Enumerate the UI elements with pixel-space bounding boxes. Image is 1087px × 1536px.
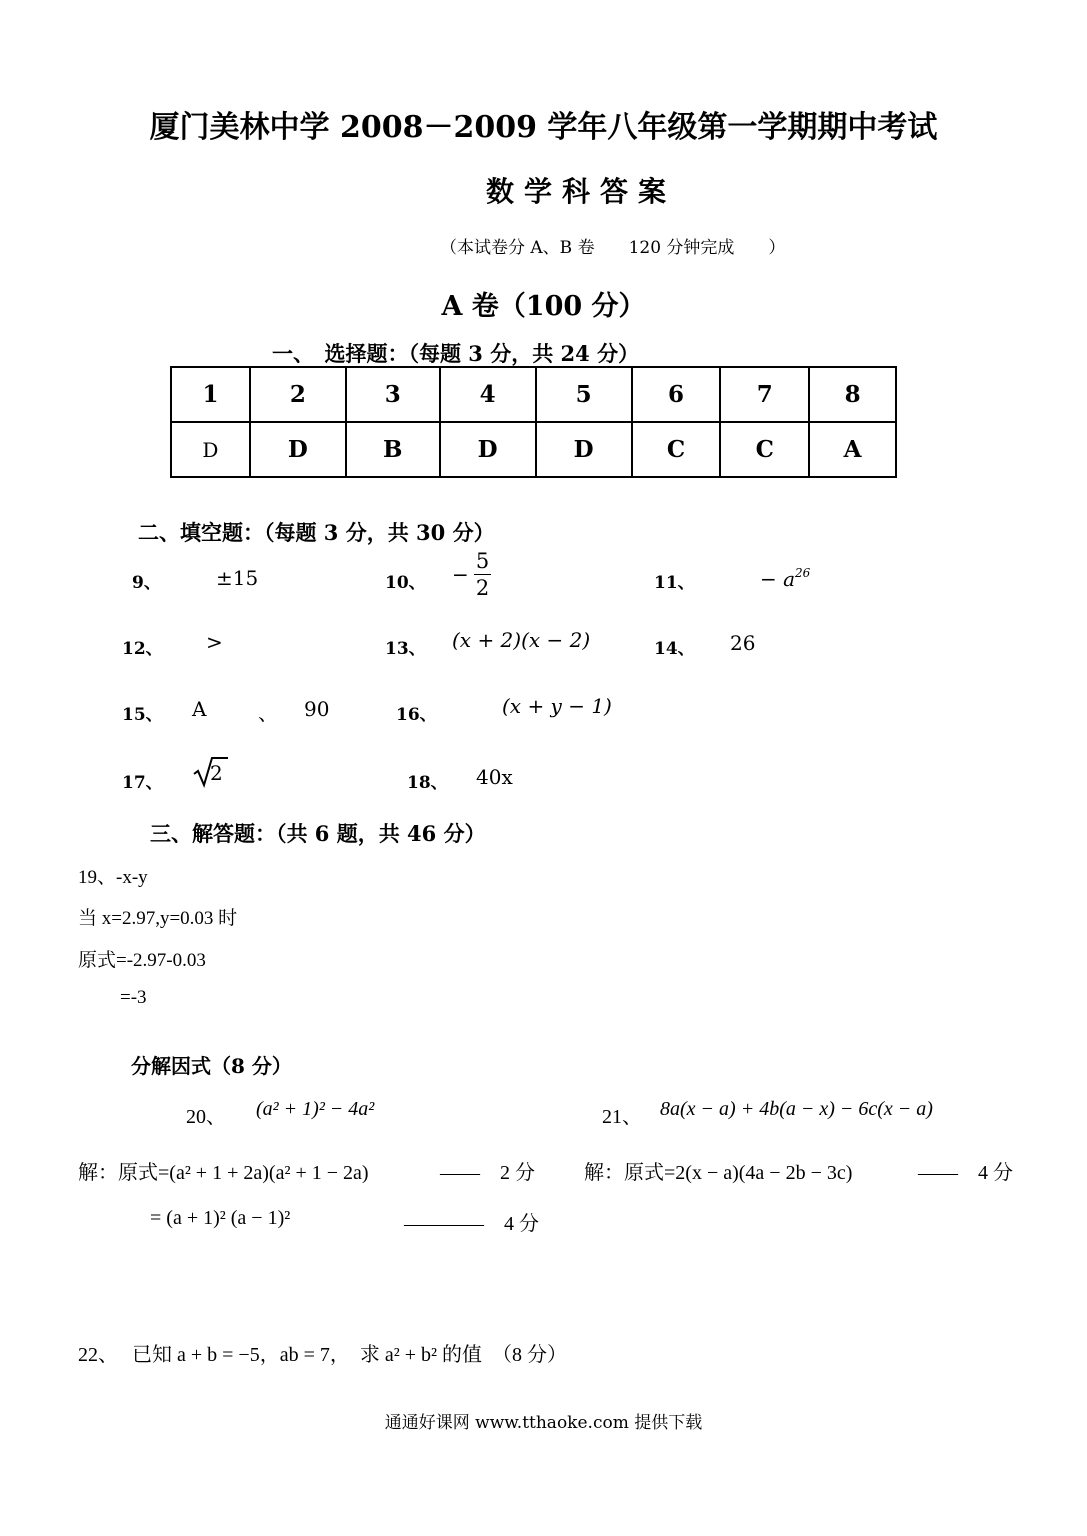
- q10-denominator: 2: [475, 576, 490, 600]
- exam-title: 厦门美林中学 2008－2009 学年八年级第一学期期中考试: [149, 110, 938, 145]
- section2-heading: 二、填空题：（每题 3 分，共 30 分）: [138, 520, 495, 545]
- q21-number: 21、: [602, 1106, 642, 1128]
- table-cell: 2: [250, 367, 346, 422]
- q13-number: 13、: [385, 639, 426, 659]
- q16-number: 16、: [396, 705, 437, 725]
- q21-solution-step-1: 解：原式=2(x − a)(4a − 2b − 3c): [584, 1162, 853, 1184]
- q22-text: 已知 a + b = −5，ab = 7， 求 a² + b² 的值 （8 分）: [132, 1344, 568, 1366]
- table-cell: D: [250, 422, 346, 477]
- table-cell: 5: [536, 367, 632, 422]
- table-cell: B: [346, 422, 440, 477]
- table-cell: C: [632, 422, 721, 477]
- q19-line-1: 19、-x-y: [78, 867, 148, 888]
- q11-exponent: 26: [795, 566, 811, 580]
- table-cell: 1: [171, 367, 250, 422]
- q15-answer-b: 90: [304, 697, 330, 721]
- table-cell: C: [720, 422, 809, 477]
- choice-answer-table: [170, 366, 897, 478]
- section3-heading: 三、解答题：（共 6 题，共 46 分）: [150, 821, 486, 846]
- paper-a-heading: A 卷（100 分）: [441, 291, 646, 322]
- factor-heading: 分解因式（8 分）: [131, 1054, 292, 1078]
- table-cell: A: [809, 422, 896, 477]
- q20-expression: (a² + 1)² − 4a²: [256, 1098, 375, 1120]
- q11-answer: [760, 566, 810, 591]
- table-cell: 6: [632, 367, 721, 422]
- q9-number: 9、: [132, 573, 161, 593]
- section1-heading: 一、 选择题：（每题 3 分，共 24 分）: [272, 341, 640, 366]
- q10-fraction: [474, 548, 491, 601]
- q10-answer: [452, 548, 491, 601]
- q11-base: − a: [760, 567, 796, 591]
- q15-answer-a: A: [192, 697, 207, 721]
- q10-sign: −: [452, 562, 469, 587]
- q19-line-3: 原式=-2.97-0.03: [78, 950, 206, 971]
- q12-number: 12、: [122, 639, 163, 659]
- q14-answer: 26: [730, 631, 756, 655]
- q20-number: 20、: [186, 1106, 226, 1128]
- q18-answer: 40x: [476, 765, 513, 789]
- q20-solution-step-2: = (a + 1)² (a − 1)²: [150, 1207, 291, 1229]
- q10-number: 10、: [385, 573, 426, 593]
- q21-step-1-score: —— 4 分: [918, 1162, 1013, 1184]
- table-cell: 4: [440, 367, 536, 422]
- table-cell: D: [536, 422, 632, 477]
- table-cell: 7: [720, 367, 809, 422]
- table-row-numbers: [171, 367, 896, 422]
- q22-number: 22、: [78, 1344, 118, 1366]
- q20-step-1-score: —— 2 分: [440, 1162, 535, 1184]
- q21-expression: 8a(x − a) + 4b(a − x) − 6c(x − a): [660, 1098, 933, 1120]
- q15-number: 15、: [122, 705, 163, 725]
- q18-number: 18、: [407, 773, 448, 793]
- q17-radicand: 2: [210, 761, 223, 785]
- q14-number: 14、: [654, 639, 695, 659]
- table-row-answers: [171, 422, 896, 477]
- q19-line-2: 当 x=2.97,y=0.03 时: [78, 908, 238, 929]
- q13-answer: (x + 2)(x − 2): [452, 628, 591, 652]
- exam-note: （本试卷分 A、B 卷 120 分钟完成 ）: [440, 238, 786, 258]
- q16-answer: (x + y − 1): [502, 694, 612, 718]
- q9-answer: ±15: [216, 566, 259, 590]
- table-cell: D: [440, 422, 536, 477]
- q15-separator: 、: [258, 701, 278, 725]
- q19-line-4: =-3: [120, 987, 147, 1008]
- q20-step-2-score: ———— 4 分: [404, 1213, 539, 1235]
- q17-number: 17、: [122, 773, 163, 793]
- subject-title: 数学科答案: [486, 175, 677, 208]
- q10-numerator: 5: [475, 549, 490, 573]
- q20-solution-step-1: 解：原式=(a² + 1 + 2a)(a² + 1 − 2a): [78, 1162, 369, 1184]
- table-cell: 8: [809, 367, 896, 422]
- q11-number: 11、: [654, 573, 695, 593]
- q12-answer: >: [206, 630, 223, 654]
- table-cell: 3: [346, 367, 440, 422]
- footer-text: 通通好课网 www.tthaoke.com 提供下载: [384, 1413, 703, 1433]
- table-cell: D: [171, 422, 250, 477]
